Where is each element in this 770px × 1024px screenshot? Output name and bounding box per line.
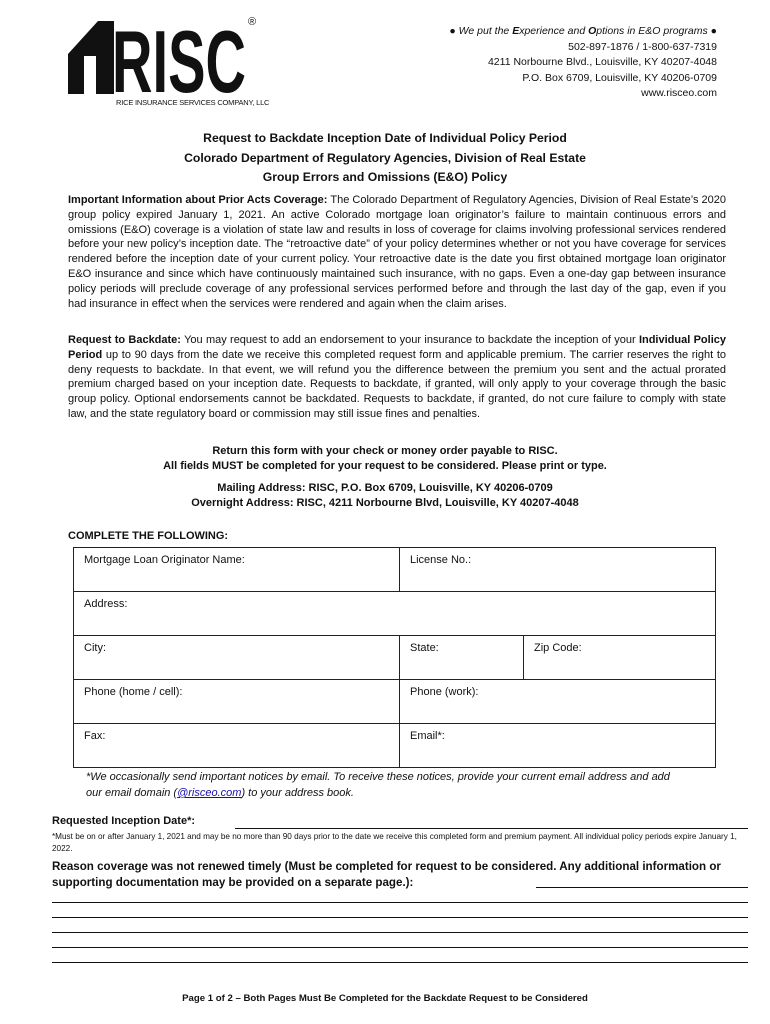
email-note: *We occasionally send important notices by email. To receive these notices, provide your current email address and add our email domain (@risceo.com) to your address book. <box>86 771 670 799</box>
phone-home-field[interactable]: Phone (home / cell): <box>74 680 400 724</box>
contact-website[interactable]: www.risceo.com <box>641 87 717 99</box>
title-line-1: Request to Backdate Inception Date of Individual Policy Period <box>203 131 567 145</box>
form-title: COMPLETE THE FOLLOWING: <box>68 530 229 542</box>
requested-inception-date-label: Requested Inception Date*: <box>52 815 196 827</box>
contact-block <box>449 24 717 102</box>
address-field[interactable]: Address: <box>74 592 716 636</box>
license-number-field[interactable]: License No.: <box>400 548 716 592</box>
logo-subtitle: RICE INSURANCE SERVICES COMPANY, LLC <box>116 98 270 107</box>
email-domain-link[interactable]: @risceo.com <box>177 787 242 799</box>
reason-line-4[interactable] <box>52 947 748 948</box>
backdate-paragraph: Request to Backdate: You may request to add an endorsement to your insurance to backdate the inception of your Individual Policy Period up to 90 days from the date we receive this completed request form and applicable premium. The carrier reserves the right to deny requests to backdate. In that event, we will refund you the difference between the premium you sent and the actual prorated premium charged based on your inception date. Requests to backdate, if granted, will only apply to your coverage through the basic group policy. Optional endorsements cannot be backdated. Requests to backdate, if granted, do not cure failure to comply with state law, and the state regulatory board or commission may still issue fines and penalties. <box>68 334 726 420</box>
phone-work-field[interactable]: Phone (work): <box>400 680 716 724</box>
reason-input-line[interactable] <box>536 887 748 888</box>
trademark-symbol: ® <box>248 16 257 28</box>
document-title <box>0 129 770 188</box>
mailing-addresses <box>0 481 770 511</box>
page-footer: Page 1 of 2 – Both Pages Must Be Completed for the Backdate Request to be Considered <box>182 993 588 1004</box>
reason-line-5[interactable] <box>52 962 748 963</box>
requested-inception-date-note: *Must be on or after January 1, 2021 and may be no more than 90 days prior to the date we receive this completed form and premium payment. All individual policy periods expire January 1, 2022. <box>52 832 737 853</box>
logo-mark-icon <box>68 16 248 96</box>
applicant-form-table <box>73 547 716 768</box>
logo-wordmark: RISC <box>112 16 246 96</box>
contact-address: 4211 Norbourne Blvd., Louisville, KY 40207-4048 <box>487 56 717 68</box>
tagline: ● We put the Experience and Options in E&O programs ● <box>449 25 717 37</box>
mailing-address: Mailing Address: RISC, P.O. Box 6709, Louisville, KY 40206-0709 <box>217 482 553 494</box>
zip-code-field[interactable]: Zip Code: <box>524 636 716 680</box>
city-field[interactable]: City: <box>74 636 400 680</box>
contact-phone: 502-897-1876 / 1-800-637-7319 <box>568 40 717 53</box>
title-line-2: Colorado Department of Regulatory Agencies, Division of Real Estate <box>184 150 586 165</box>
mlo-name-field[interactable]: Mortgage Loan Originator Name: <box>74 548 400 592</box>
important-info-label: Important Information about Prior Acts Coverage: <box>68 194 328 206</box>
requested-inception-date-input[interactable] <box>235 828 748 829</box>
reason-label: Reason coverage was not renewed timely (Must be completed for request to be considered. Any additional information or supporting documentation may be provided on a separate page.): <box>52 860 721 889</box>
reason-line-1[interactable] <box>52 902 748 903</box>
risc-logo <box>68 16 268 112</box>
important-info-paragraph: Important Information about Prior Acts Coverage: The Colorado Department of Regulatory Agencies, Division of Real Estate’s 2020 group policy expired January 1, 2021. An active Colorado mortgage loan originator’s failure to maintain continuous errors and omissions (E&O) coverage is a violation of state law and results in loss of coverage for claims involving professional services rendered before your new policy’s inception date. The “retroactive date” of your policy determines whether or not you have coverage for services rendered before the inception date of your current policy. Your retroactive date is the date you first obtained mortgage loan originator E&O insurance and since which have continuously maintained such insurance, with no gaps. Even a one-day gap between insurance policy periods will preclude coverage of any professional services performed before and through the last day of the gap, even if you had insurance in effect when the services were rendered and again when the claim arises. <box>68 194 726 310</box>
overnight-address: Overnight Address: RISC, 4211 Norbourne Blvd, Louisville, KY 40207-4048 <box>191 497 579 509</box>
reason-line-2[interactable] <box>52 917 748 918</box>
fax-field[interactable]: Fax: <box>74 724 400 768</box>
email-field[interactable]: Email*: <box>400 724 716 768</box>
instructions: Return this form with your check or money order payable to RISC. All fields MUST be completed for your request to be considered. Please print or type. <box>163 445 607 472</box>
state-field[interactable]: State: <box>400 636 524 680</box>
contact-pobox: P.O. Box 6709, Louisville, KY 40206-0709 <box>522 71 717 84</box>
backdate-label: Request to Backdate: <box>68 334 181 346</box>
reason-line-3[interactable] <box>52 932 748 933</box>
title-line-3: Group Errors and Omissions (E&O) Policy <box>262 170 508 184</box>
